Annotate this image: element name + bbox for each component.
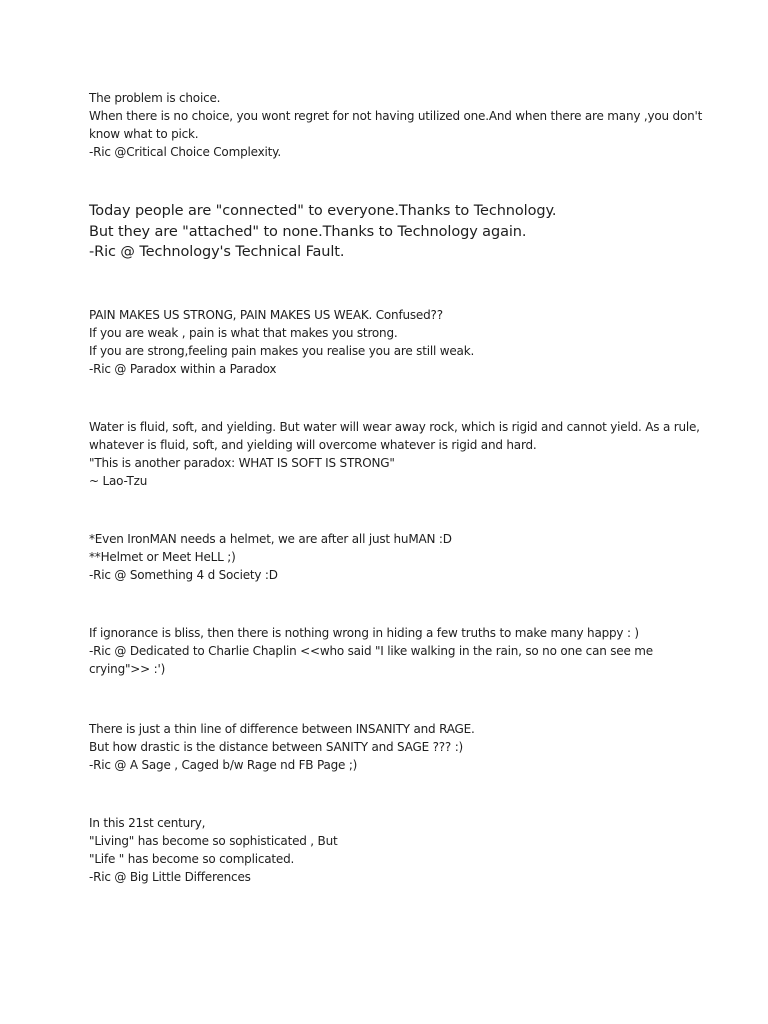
attribution: -Ric @ Big Little Differences (89, 870, 251, 884)
text-line: *Even IronMAN needs a helmet, we are after all just huMAN :D (89, 532, 452, 546)
text-line: know what to pick. (89, 127, 199, 141)
quote-choice (89, 89, 703, 161)
attribution: -Ric @ Something 4 d Society :D (89, 568, 278, 582)
text-line: There is just a thin line of difference between INSANITY and RAGE. (89, 722, 475, 736)
text-line: Today people are "connected" to everyone.Thanks to Technology. (89, 203, 557, 219)
text-line: "Living" has become so sophisticated , But (89, 834, 338, 848)
quote-21st-century (89, 814, 689, 886)
text-line: If you are strong,feeling pain makes you realise you are still weak. (89, 344, 475, 358)
quote-sanity (89, 720, 689, 774)
text-line: But they are "attached" to none.Thanks to Technology again. (89, 223, 527, 240)
quote-technology (89, 201, 689, 263)
text-line: If ignorance is bliss, then there is nothing wrong in hiding a few truths to make many happy : ) (89, 626, 639, 640)
text-line: The problem is choice. (89, 91, 221, 105)
quote-pain (89, 306, 689, 378)
text-line: But how drastic is the distance between SANITY and SAGE ??? :) (89, 740, 464, 754)
text-line: crying">> :') (89, 662, 166, 676)
quote-ironman (89, 530, 689, 584)
text-line: In this 21st century, (89, 816, 206, 830)
text-line: whatever is fluid, soft, and yielding will overcome whatever is rigid and hard. (89, 438, 537, 452)
quote-water (89, 418, 700, 490)
text-line: "Life " has become so complicated. (89, 852, 295, 866)
text-line: **Helmet or Meet HeLL ;) (89, 550, 236, 564)
text-line: PAIN MAKES US STRONG, PAIN MAKES US WEAK. Confused?? (89, 308, 443, 322)
text-line: If you are weak , pain is what that makes you strong. (89, 326, 398, 340)
attribution: ~ Lao-Tzu (89, 474, 148, 488)
attribution: -Ric @ A Sage , Caged b/w Rage nd FB Page ;) (89, 758, 358, 772)
attribution: -Ric @ Technology's Technical Fault. (89, 244, 345, 260)
quote-ignorance (89, 624, 689, 678)
attribution: -Ric @ Dedicated to Charlie Chaplin <<who said "I like walking in the rain, so no one can see me (89, 644, 653, 658)
attribution: -Ric @Critical Choice Complexity. (89, 145, 281, 159)
text-line: When there is no choice, you wont regret for not having utilized one.And when there are many ,you don't (89, 109, 703, 123)
attribution: -Ric @ Paradox within a Paradox (89, 362, 277, 376)
text-line: Water is fluid, soft, and yielding. But water will wear away rock, which is rigid and cannot yield. As a rule, (89, 420, 700, 434)
text-line: "This is another paradox: WHAT IS SOFT IS STRONG" (89, 456, 395, 470)
